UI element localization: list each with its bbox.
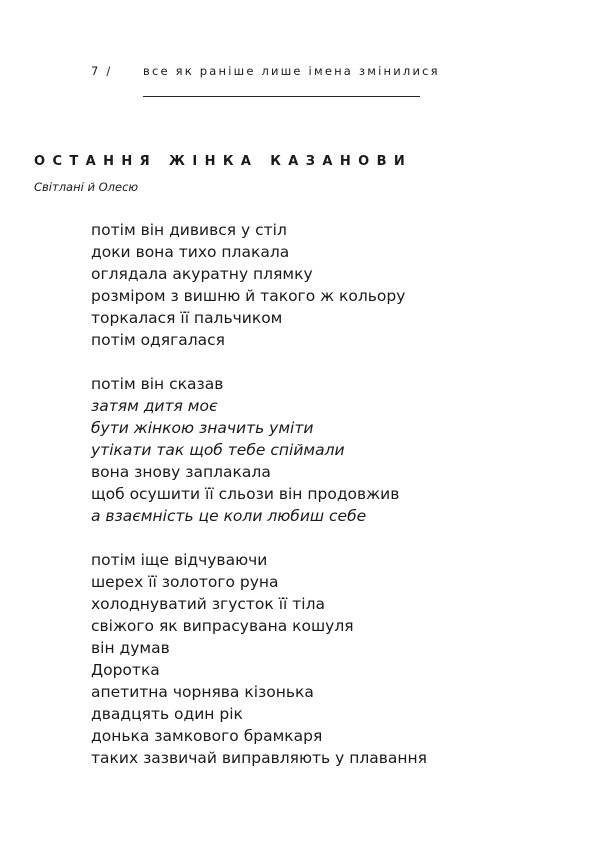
poem-line: таких зазвичай виправляють у плавання [91,749,427,767]
page-number: 7 / [91,64,113,78]
poem-line: а взаємність це коли любиш себе [91,507,367,525]
stanza [91,549,427,769]
poem-line: він думав [91,639,170,657]
poem-line: вона знову заплакала [91,463,271,481]
poem-line: розміром з вишню й такого ж кольору [91,287,406,305]
poem-line: потім він сказав [91,375,224,393]
poem-line: оглядала акуратну плямку [91,265,313,283]
poem-line: апетитна чорнява кізонька [91,683,314,701]
poem-line: потім він дивився у стіл [91,221,287,239]
poem-line: торкалася її пальчиком [91,309,283,327]
poem-line: потім іще відчуваючи [91,551,268,569]
poem-line: затям дитя моє [91,397,218,415]
poem-line: Доротка [91,661,160,679]
poem-line: холоднуватий згусток її тіла [91,595,325,613]
section-title: все як раніше лише імена змінилися [143,64,440,78]
running-head [91,64,440,78]
stanza [91,373,427,527]
poem-line: шерех її золотого руна [91,573,279,591]
poem-line: потім одягалася [91,331,225,349]
poem-body [91,219,427,791]
poem-line: утікати так щоб тебе спіймали [91,441,345,459]
poem-title: ОСТАННЯ ЖІНКА КАЗАНОВИ [34,154,413,169]
dedication: Світлані й Олесю [34,180,139,194]
poem-line: двадцять один рік [91,705,243,723]
poem-line: бути жінкою значить уміти [91,419,314,437]
stanza [91,219,427,351]
poem-line: свіжого як випрасувана кошуля [91,617,354,635]
poem-line: доки вона тихо плакала [91,243,290,261]
poem-line: щоб осушити її сльози він продовжив [91,485,400,503]
poem-line: донька замкового брамкаря [91,727,323,745]
header-rule [143,96,420,97]
